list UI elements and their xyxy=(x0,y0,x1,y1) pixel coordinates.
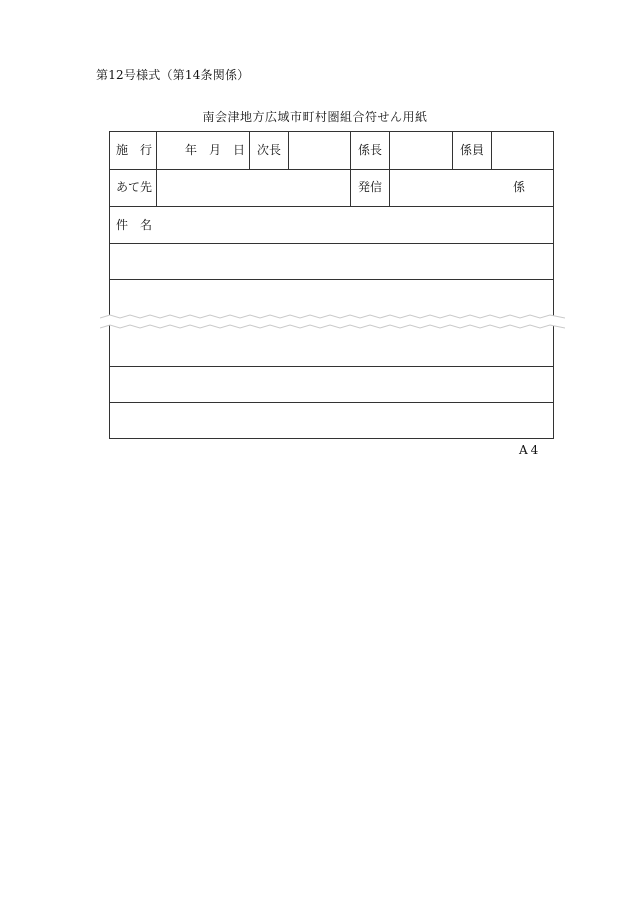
table-border-top xyxy=(109,131,554,132)
table-border-right xyxy=(553,131,554,439)
column-divider xyxy=(156,131,157,206)
deputy-head-label: 次長 xyxy=(257,143,282,157)
routing-slip-table xyxy=(109,131,554,439)
enforcement-label: 施 行 xyxy=(116,143,153,157)
sender-label: 発信 xyxy=(358,180,383,194)
paper-size-label: A4 xyxy=(519,443,542,457)
date-field-label: 年 月 日 xyxy=(185,143,246,157)
table-border-left xyxy=(109,131,110,439)
column-divider xyxy=(249,131,250,169)
table-row-divider xyxy=(109,402,554,403)
table-row-divider xyxy=(109,206,554,207)
column-divider xyxy=(389,131,390,206)
page-break-tear xyxy=(100,308,565,336)
table-row-divider xyxy=(109,243,554,244)
form-number: 第12号様式（第14条関係） xyxy=(96,68,250,82)
column-divider xyxy=(452,131,453,169)
column-divider xyxy=(288,131,289,169)
column-divider xyxy=(350,131,351,206)
table-row-divider xyxy=(109,279,554,280)
table-row-divider xyxy=(109,366,554,367)
staff-label: 係員 xyxy=(460,143,485,157)
table-row-divider xyxy=(109,169,554,170)
column-divider xyxy=(491,131,492,169)
section-suffix: 係 xyxy=(513,180,526,194)
table-border-bottom xyxy=(109,438,554,439)
document-title: 南会津地方広域市町村圏組合符せん用紙 xyxy=(202,110,428,124)
subject-label: 件 名 xyxy=(116,218,153,232)
section-chief-label: 係長 xyxy=(358,143,383,157)
recipient-label: あて先 xyxy=(116,180,153,194)
